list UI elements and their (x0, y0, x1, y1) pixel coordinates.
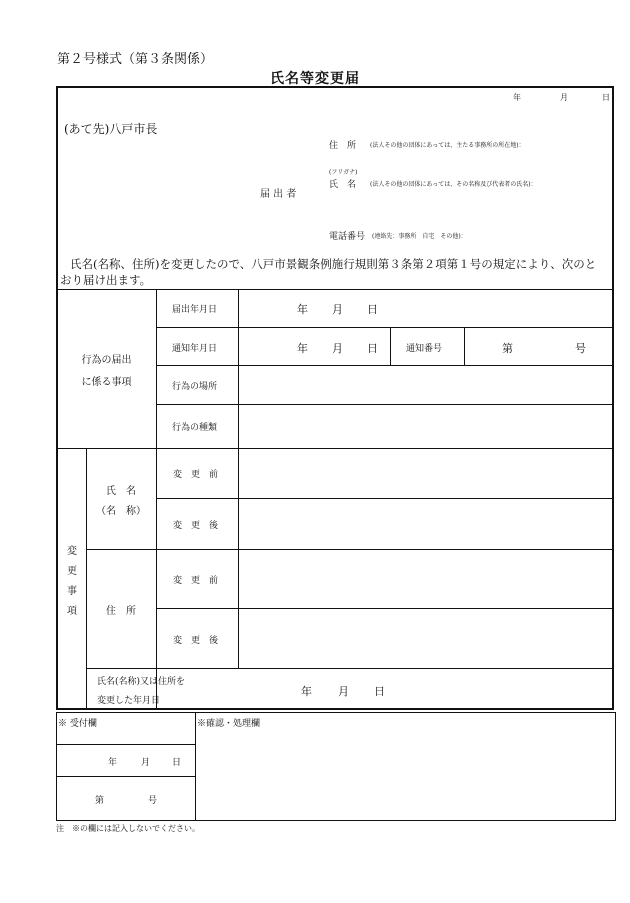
address-label: 住 所 (329, 141, 357, 151)
notify-day: 日 (367, 303, 378, 316)
name-group-line2: （名 称） (96, 506, 146, 517)
name-after-label: 変 更 後 (173, 521, 219, 531)
action-label-line1: 行為の届出 (81, 355, 132, 366)
change-date-month: 月 (338, 685, 349, 698)
change-date-year: 年 (301, 685, 312, 698)
notice-date-label: 通知年月日 (172, 344, 218, 354)
rule-address-mid (156, 608, 614, 609)
rule-place (156, 404, 614, 405)
notify-month: 月 (332, 303, 343, 316)
reception-dai: 第 (95, 796, 105, 806)
address-after-label: 変 更 後 (173, 636, 219, 646)
footnote: 注 ※の欄には記入しないでください。 (56, 824, 200, 833)
notifier-label: 届 出 者 (260, 189, 297, 200)
notify-year: 年 (297, 303, 308, 316)
date-month-label: 月 (560, 93, 568, 102)
notice-go: 号 (575, 342, 586, 355)
rule-notice-num-left (390, 327, 391, 365)
rule-address-bottom (86, 668, 614, 669)
form-title: 氏名等変更届 (270, 71, 360, 87)
notice-year: 年 (297, 342, 308, 355)
change-date-label (97, 673, 185, 711)
change-date-line2: 変更した年月日 (97, 696, 161, 706)
rule-change-top (57, 448, 614, 449)
type-label: 行為の種類 (172, 423, 218, 433)
rule-notice-date (156, 365, 614, 366)
action-section-label (57, 350, 156, 394)
date-day-label: 日 (602, 93, 610, 102)
rule-action-top (57, 289, 614, 290)
change-date-day: 日 (374, 685, 385, 698)
office-use-box (56, 712, 616, 821)
notify-date-label: 届出年月日 (172, 305, 218, 315)
rule-notify-date (156, 327, 614, 328)
reception-month: 月 (141, 758, 151, 768)
date-year-label: 年 (513, 93, 521, 102)
addressee: (あて先)八戸市長 (64, 122, 158, 136)
notice-number-label: 通知番号 (406, 344, 443, 354)
statement-line-1: 氏名(名称、住所)を変更したので、八戸市景観条例施行規則第３条第２項第１号の規定により、次のと (70, 257, 597, 271)
phone-note: (連絡先：事務所 自宅 その他)： (372, 233, 467, 240)
name-label: 氏 名 (329, 180, 357, 190)
notice-dai: 第 (502, 342, 513, 355)
address-before-label: 変 更 前 (173, 576, 219, 586)
name-before-label: 変 更 前 (173, 470, 219, 480)
reception-year: 年 (108, 758, 118, 768)
change-char-2: 更 (67, 566, 77, 577)
name-group-line1: 氏 名 (106, 486, 136, 497)
address-note: (法人その他の団体にあっては、主たる事務所の所在地)： (370, 142, 525, 149)
office-rule-2 (56, 776, 195, 777)
reception-day: 日 (172, 758, 182, 768)
rule-label-col (156, 289, 157, 709)
notice-month: 月 (332, 342, 343, 355)
notice-day: 日 (367, 342, 378, 355)
change-date-line1: 氏名(名称)又は住所を (97, 677, 186, 687)
processing-label: ※確認・処理欄 (197, 719, 261, 729)
change-section-label (58, 542, 86, 622)
name-group-label (86, 482, 156, 522)
address-group-label: 住 所 (106, 606, 136, 617)
change-char-4: 項 (67, 606, 77, 617)
office-divider (195, 712, 196, 821)
statement-text (60, 256, 610, 288)
rule-name-mid (156, 498, 614, 499)
change-char-1: 変 (67, 546, 77, 557)
rule-name-bottom (86, 549, 614, 550)
rule-value-col-change (238, 448, 239, 668)
action-label-line2: に係る事項 (81, 377, 132, 388)
reception-label: ※ 受付欄 (58, 719, 97, 729)
change-char-3: 事 (67, 586, 77, 597)
furigana-label: (フリガナ) (329, 169, 358, 176)
office-rule-1 (56, 744, 195, 745)
name-note: (法人その他の団体にあっては、その名称及び代表者の氏名)： (370, 181, 537, 188)
rule-notice-num-right (464, 327, 465, 365)
rule-value-col-action (238, 289, 239, 448)
reception-go: 号 (148, 796, 158, 806)
phone-label: 電話番号 (329, 232, 366, 242)
form-number: 第２号様式（第３条関係） (57, 52, 214, 67)
place-label: 行為の場所 (172, 382, 218, 392)
statement-line-2: おり届け出ます。 (60, 273, 152, 287)
